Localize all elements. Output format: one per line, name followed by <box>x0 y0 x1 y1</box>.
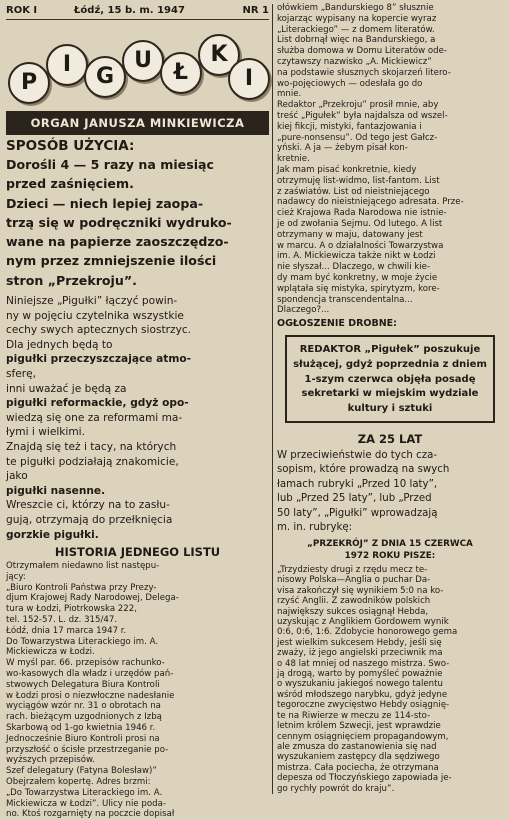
issue-number: NR 1 <box>242 5 269 16</box>
sposob-uzycia-heading: SPOSÓB UŻYCIA: <box>6 138 135 154</box>
ogloszenie-heading: OGŁOSZENIE DROBNE: <box>277 318 397 329</box>
przekroj-subheading: „PRZEKRÓJ” Z DNIA 15 CZERWCA 1972 ROKU PISZE: <box>307 539 473 561</box>
organ-banner: ORGAN JANUSZA MINKIEWICZA <box>6 111 269 135</box>
logo-pill: Ł <box>160 52 202 94</box>
logo-pill: G <box>84 56 126 98</box>
logo-pill: P <box>8 62 50 104</box>
issue-date: Łódź, 15 b. m. 1947 <box>74 5 185 16</box>
historia-text: Otrzymałem niedawno list następu- jący: „Biuro Kontroli Państwa przy Prezy- djum Krajowej Rady Narodowej, Delega- tura w Łodzi, Piotrkowska 222, tel. 152-57. L. dz. 315/47. Łódź, dnia 17 marca 1947 r. Do Towarzystwa Literackiego im. A. Mickiewicza w Łodzi. W myśl par. 66. przepisów rachunko- wo-kasowych dla władz i urzędów pań- stwowych Delegatura Biura Kontroli w Łodzi prosi o niezwłoczne nadesłanie wyciągów wzór nr. 31 o obrotach na rach. bieżącym uzgodnionych z Izbą Skarbową od 1-go kwietnia 1946 r. Jednocześnie Biuro Kontroli prosi na przyszłość o ścisłe przestrzeganie po- wyższych przepisów. Szef delegatury (Fatyna Bolesław)” Obejrzałem kopertę. Adres brzmi: „Do Towarzystwa Literackiego im. A. Mickiewicza w Łodzi”. Ulicy nie poda- no. Ktoś rozgarnięty na poczcie dopisał <box>6 561 179 820</box>
tennis-quote-text: „Trzydziesty drugi z rzędu mecz te- nisowy Polska—Anglia o puchar Da- visa zakończył się wynikiem 5:0 na ko- rzyść Anglii. Z zawodników polskich największy sukces osiągnął Hebda, uzyskując z Anglikiem Gordowem wynik 0:6, 0:6, 1:6. Zdobycie honorowego gema jest wielkim sukcesem Hebdy, jeśli się zważy, iż jego angielski przeciwnik ma o 48 lat mniej od naszego mistrza. Swo- ją drogą, warto by pomyśleć poważnie o wyszukaniu jakiegoś nowego talentu wśród młodszego narybku, gdyż jedyne tegoroczne zwycięstwo Hebdy osiągnię- te na Riwierze w meczu ze 114-sto- letnim królem Szwecji, jest wprawdzie cennym osiągnięciem propagandowym, ale zmusza do zastanowienia się nad wyszukaniem zastępcy dla sędziwego mistrza. Cała pociecha, że otrzymana depesza od Tłoczyńskiego zapowiada je- go rychły powrót do kraju”. <box>277 565 458 794</box>
za-25-lat-heading: ZA 25 LAT <box>357 432 423 446</box>
logo-pill: I <box>228 58 270 100</box>
logo-pill: K <box>198 34 240 76</box>
logo-pill: U <box>122 40 164 82</box>
za-25-lat-text: W przeciwieństwie do tych cza- sopism, które prowadzą na swych łamach rubryki „Przed 10 laty”, lub „Przed 25 laty”, lub „Przed 50 laty”, „Pigułki” wprowadzają m. in. rubrykę: <box>277 450 450 534</box>
logo-pill: I <box>46 44 88 86</box>
issue-year: ROK I <box>6 5 38 16</box>
intro-text: Niniejsze „Pigułki” łączyć powin- ny w pojęciu czytelnika wszystkie cechy swych aptecznych siostrzyc. Dla jednych będą to pigułki przeczyszczające atmo- sferę, inni uważać je będą za pigułki reformackie, gdyż opo- wiedzą się one za reformami ma- łymi i wielkimi. Znajdą się też i tacy, na których te pigułki podziałają znakomicie, jako pigułki nasenne. Wreszcie ci, którzy na to zasłu- gują, otrzymają do przełknięcia gorzkie pigułki. <box>6 295 192 541</box>
right-column <box>277 0 503 799</box>
historia-heading: HISTORIA JEDNEGO LISTU <box>54 545 221 559</box>
column-divider <box>272 4 273 794</box>
historia-continued: ołówkiem „Bandurskiego 8” słusznie kojarząc wypisany na kopercie wyraz „Literackiego” — z domem literatów. List dobrnął więc na Bandurskiego, a służba domowa w Domu Literatów ode- czytawszy nazwisko „A. Mickiewicz” na podstawie słusznych skojarzeń litero- wo-pojęciowych — odesłała go do mnie. Redaktor „Przekroju” prosił mnie, aby treść „Pigułek” była najdalsza od wszel- kiej fikcji, mistyki, fantazjowania i „pure-nonsensu”. Od tego jest Gałcz- yński. A ja — żebym pisał kon- kretnie. Jak mam pisać konkretnie, kiedy otrzymuję list-widmo, list-fantom. List z zaświatów. List od nieistniejącego nadawcy do nieistniejącego adresata. Prze- cież Krajowa Rada Narodowa nie istnie- je od zwołania Sejmu. Od lutego. A list otrzymany w maju, datowany jest w marcu. A o działalności Towarzystwa im. A. Mickiewicza także nikt w Łodzi nie słyszał... Dlaczego, w chwili kie- dy mam być konkretny, w moje życie wplątała się mistyka, spirytyzm, kore- spondencja transcendentalna... Dlaczego?... <box>277 3 464 316</box>
classified-ad-box: REDAKTOR „Pigułek” poszukuje służącej, gdyż poprzednia z dniem 1-szym czerwca objęła posadę sekretarki w miejskim wydziale kultury i sztuki <box>285 335 495 423</box>
sposob-uzycia-lead: Dorośli 4 — 5 razy na miesiąc przed zaśnięciem. Dzieci — niech lepiej zaopa- trzą się w podręczniki wydruko- wane na papierze zaoszczędzo- nym przez zmniejszenie ilości stron „Przekroju”. <box>6 157 232 288</box>
left-column <box>6 0 269 820</box>
